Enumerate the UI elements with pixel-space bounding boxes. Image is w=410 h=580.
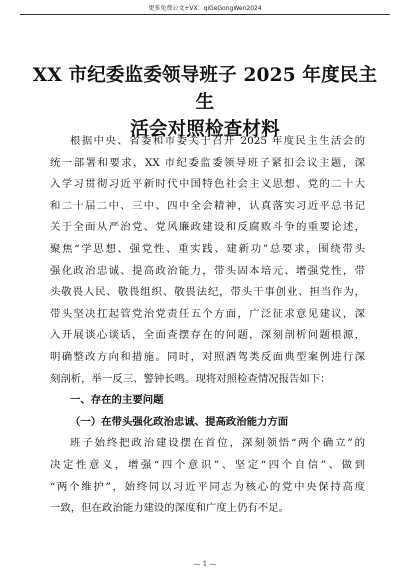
paragraph-line: 班子始终把政治建设摆在首位，深刻领悟“两个确立”的 — [70, 437, 365, 450]
section-heading: 一、存在的主要问题 — [70, 394, 164, 407]
paragraph-line: 刻剖析，举一反三、警钟长鸣。现将对照检查情况报告如下： — [50, 372, 331, 385]
paragraph-line: 统一部署和要求，XX 市纪委监委领导班子紧扣会议主题，深 — [50, 156, 365, 169]
title-line-1: XX 市纪委监委领导班子 2025 年度民主生 — [32, 65, 378, 113]
paragraph-line: 聚焦“学思想、强党性、重实践、建新功”总要求，围绕带头 — [50, 242, 365, 255]
paragraph-line: 带头坚决扛起管党治党责任五个方面，广泛征求意见建议，深 — [50, 307, 365, 320]
body-paragraph — [50, 433, 365, 519]
paragraph-line: 强化政治忠诚、提高政治能力，带头固本培元、增强党性，带 — [50, 264, 365, 277]
subsection-heading: （一）在带头强化政治忠诚、提高政治能力方面 — [70, 415, 289, 428]
document-body — [50, 131, 365, 520]
paragraph-line: “两个维护”，始终同以习近平同志为核心的党中央保持高度 — [50, 480, 365, 493]
header-watermark-text: 更多免费公文+VX：qiGeGongWen2024 — [148, 5, 262, 12]
paragraph-line: 决定性意义，增强“四个意识”、坚定“四个自信”、做到 — [50, 458, 365, 471]
paragraph-line: 明确整改方向和措施。同时，对照酒驾类反面典型案例进行深 — [50, 350, 365, 363]
paragraph-line: 根据中央、省委和市委关于召开 2025 年度民主生活会的 — [70, 135, 365, 147]
paragraph-line: 头敬畏人民、敬畏组织、敬畏法纪，带头干事创业、担当作为， — [50, 286, 365, 299]
page-number: — 1 — — [193, 560, 217, 568]
header-rule — [20, 14, 390, 15]
paragraph-line: 入学习贯彻习近平新时代中国特色社会主义思想、党的二十大 — [50, 178, 365, 191]
intro-paragraph — [50, 131, 365, 390]
paragraph-line: 和二十届二中、三中、四中全会精神，认真落实习近平总书记 — [50, 199, 365, 212]
title-line-2: 活会对照检查材料 — [130, 119, 280, 140]
paragraph-line: 一致，但在政治能力建设的深度和广度上仍有不足。 — [50, 502, 289, 515]
paragraph-line: 入开展谈心谈话，全面查摆存在的问题，深刻剖析问题根源， — [50, 329, 365, 342]
paragraph-line: 关于全面从严治党、党风廉政建设和反腐败斗争的重要论述， — [50, 221, 365, 234]
